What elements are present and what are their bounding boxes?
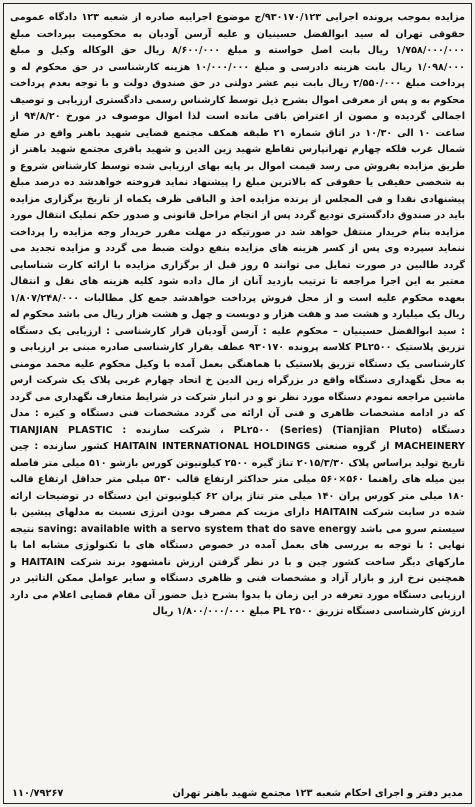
- notice-frame: [3, 3, 472, 804]
- notice-body-text: مزایده بموجب پرونده اجرایی ۹۳۰۱۷۰/۱۲۳/ج موضوع اجراییه صادره از شعبه ۱۲۳ دادگاه عمومی حقوقی تهران له سید ابوالفضل حسینیان و علیه آرسن آودیان به محکومیت بپرداخت مبلغ ۱/۷۵۸/۰۰۰/۰۰۰ ریال بابت اصل خواسته و مبلغ ۸/۶۰۰/۰۰۰ ریال حق الوکاله وکیل و مبلغ ۱/۰۹۸/۰۰۰ ریال بابت هزینه دادرسی و مبلغ ۱۰/۰۰۰/۰۰۰ هزینه کارشناسی در حق محکوم له و پرداخت مبلغ ۲/۵۵۰/۰۰۰ ریال بابت نیم عشر دولتی در حق صندوق دولت و با توجه بعدم پرداخت محکوم به و پس از معرفی اموال بشرح ذیل توسط کارشناس رسمی دادگستری ارزیابی و توصیف اجمالی گردیده و مصون از اعتراض باقی مانده است لذا اموال موصوف در مورخ ۹۴/۸/۲۰ از ساعت ۱۰ الی ۱۰/۳۰ در اتاق شماره ۲۱ طبقه همکف مجتمع قضایی شهید باهنر واقع در ضلع شمال غرب فلکه چهارم تهرانپارس تقاطع شهید زین الدین و شهید باقری مجتمع شهید باهنر از طریق مزایده بفروش می رسد قیمت اموال بر پایه بهای ارزیابی شده توسط کارشناس شروع و به شخصی حقیقی یا حقوقی که بالاترین مبلغ را پیشنهاد نماید فروخته خواهدشد ده درصد مبلغ پیشنهادی نقدا و فی المجلس از برنده مزایده اخذ و الباقی ظرف یکماه از تاریخ برگزاری مزایده باید در صندوق دادگستری تودیع گردد پس از انجام مراحل قانونی و صدور حکم تملیک انتقال مورد مزایده بنام خریدار منتقل خواهد شد در صورتیکه در مهلت مقرر خریدار وجه مزایده را پرداخت ننماید سپرده وی پس از کسر هزینه های مزایده بنفع دولت ضبط می گردد و مزایده تجدید می گردد طالبین در صورت تمایل می توانند ۵ روز قبل از برگزاری مزایده با ارائه کارت شناسایی معتبر به این اجرا مراجعه تا ترتیب بازدید آنان از مال داده شود کلیه هزینه های نقل و انتقال بعهده محکوم علیه است و از محل فروش پرداخت خواهدشد جمع کل مطالبات ۱/۸۰۷/۲۴۸/۰۰۰ ریال یک میلیارد و هشت صد و هفت هزار و دویست و چهل و هشت هزار ریال می باشد محکوم له : سید ابوالفضل حسینیان – محکوم علیه : آرسن آودیان قرار کارشناسی : ارزیابی یک دستگاه تزریق پلاستیک PL۲۵۰۰ کلاسه پرونده ۹۳۰۱۷۰ عطف بقرار کارشناسی صادره مبنی بر ارزیابی و کارشناسی یک دستگاه تزریق پلاستیک با هماهنگی بعمل آمده با وکیل محکوم علیه محمد مومنی به محل نگهداری دستگاه واقع در بزرگراه زین الدین خ اتحاد چهارم غربی پلاک یک شرکت ارس ماشین مراجعه نمودم دستگاه مورد نظر نو و در انبار شرکت در شرایط متعارف نگهداری می گردد که در ادامه مشخصات ظاهری و فنی آن ارائه می گردد مشخصات فنی دستگاه و کیره : مدل دستگاه (Tianjian Pluto) PL۲۵۰۰ (Series) ، شرکت سازنده : TIANJIAN PLASTIC MACHEINERY از گروه صنعتی HAITAIN INTERNATIONAL HOLDINGS کشور سازنده : چین تاریخ تولید براساس پلاک ۲۰۱۵/۳/۳۰ تناژ گیره ۲۵۰۰ کیلونیوتن کورس بازشو ۵۱۰ میلی متر فاصله بین میله های راهنما ۵۶۰×۵۶۰ میلی متر حداکثر ارتفاع قالب ۵۳۰ میلی متر حداقل ارتفاع قالب ۱۸۰ میلی متر کورس پران ۱۴۰ میلی متر تناژ پران ۶۲ کیلونیوتن این دستگاه در توضیحات ارائه شده در سایت شرکت HAITAIN دارای مزیت کم مصرف بودن انرژی نسبت به مدلهای پیشین با سیستم سرو می باشد saving: available with a servo system that do save energy نتیجه نهایی : با توجه به بررسی های بعمل آمده در خصوص دستگاه های با تکنولوژی مشابه اما با مارکهای دیگر ساخت کشور چین و با در نظر گرفتن ارزش نامشهود برند شرکت HAITAIN و همچنین نرخ ارز و بازار آزاد و مشخصات فنی و ظاهری دستگاه و سایر عوامل ممکن التاثیر در ارزیابی دستگاه مورد تعرفه در این زمان با بدوا بشرح ذیل حضور آن مقام قضایی اعلام می دارد ارزش کارشناسی دستگاه تزریق PL ۲۵۰۰ مبلغ ۱/۸۰۰/۰۰۰/۰۰۰ ریال: [10, 12, 465, 617]
- issuing-office: مدیر دفتر و اجرای احکام شعبه ۱۲۳ مجتمع شهید باهنر تهران: [172, 788, 463, 799]
- notice-code: ۱۱۰/۷۹۲۶۷: [12, 788, 64, 799]
- notice-footer: [12, 765, 463, 799]
